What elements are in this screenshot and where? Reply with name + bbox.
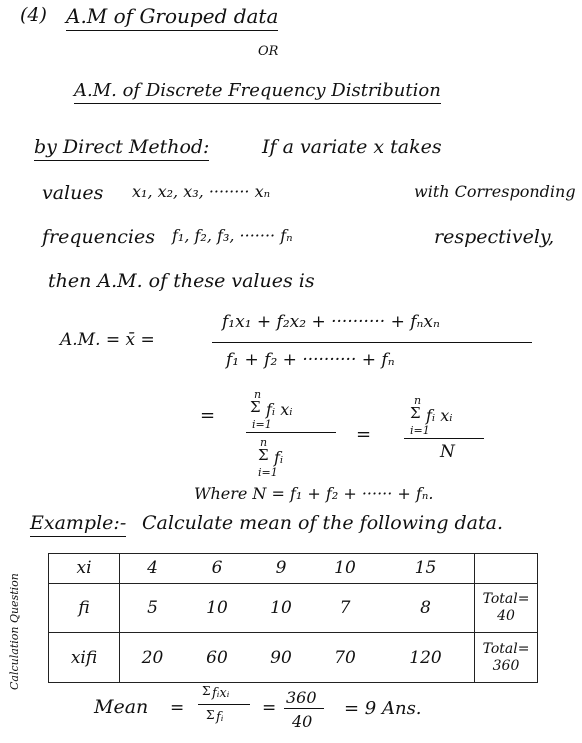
sum-upper-limit: n (254, 388, 262, 401)
table-cell: 5 (120, 583, 185, 633)
formula-lhs: A.M. = x̄ = (60, 330, 155, 350)
direct-method-label: by Direct Method: (34, 136, 209, 161)
equals-sign: = (262, 698, 277, 718)
row-header: fi (49, 583, 120, 633)
sum-numerator: fᵢ xᵢ (266, 400, 293, 419)
sum-upper-limit: n (260, 436, 268, 449)
equals-sign: = (356, 424, 372, 445)
sigma-icon: Σ (258, 446, 269, 464)
sum-lower-limit: i=1 (258, 466, 278, 479)
table-cell: 70 (313, 633, 377, 683)
sum-lower-limit: i=1 (252, 418, 272, 431)
formula-numerator: f₁x₁ + f₂x₂ + ·········· + fₙxₙ (222, 312, 440, 332)
frequency-table (48, 553, 538, 683)
equals-sign: = (200, 405, 216, 426)
row-header: xi (49, 554, 120, 584)
total-cell: Total= 360 (475, 633, 538, 683)
table-cell: 20 (120, 633, 185, 683)
table-cell: 15 (377, 554, 475, 584)
mean-result: = 9 Ans. (344, 698, 422, 719)
n-denominator: N (440, 442, 455, 462)
table-row (49, 633, 538, 683)
table-cell: 10 (313, 554, 377, 584)
mean-denominator: fᵢ (216, 710, 224, 725)
table-cell: 4 (120, 554, 185, 584)
intro-line-1: If a variate x takes (262, 136, 442, 158)
fraction-bar (246, 432, 336, 433)
table-cell: 7 (313, 583, 377, 633)
mean-numerator: fᵢxᵢ (212, 686, 230, 701)
corresponding-word: with Corresponding (414, 182, 576, 201)
example-text: Calculate mean of the following data. (142, 512, 504, 534)
table-row (49, 583, 538, 633)
frequencies-word: frequencies (42, 226, 155, 248)
section-subtitle: A.M. of Discrete Frequency Distribution (74, 80, 441, 104)
sum-upper-limit: n (414, 394, 422, 407)
mean-numerator-value: 360 (286, 688, 317, 707)
sum-numerator-2: fᵢ xᵢ (426, 406, 453, 425)
or-label: OR (258, 44, 279, 59)
fraction-bar (198, 704, 250, 705)
equals-sign: = (170, 698, 185, 718)
where-clause: Where N = f₁ + f₂ + ······ + fₙ. (194, 484, 434, 503)
sigma-icon: Σ (206, 708, 215, 722)
table-cell: 9 (249, 554, 313, 584)
mean-denominator-value: 40 (292, 712, 313, 731)
section-title: A.M of Grouped data (66, 4, 278, 31)
table-cell: 10 (185, 583, 249, 633)
fraction-bar (284, 708, 324, 709)
mean-label: Mean (94, 696, 149, 718)
sum-denominator: fᵢ (274, 448, 284, 467)
sigma-icon: Σ (202, 684, 211, 698)
row-header: xifi (49, 633, 120, 683)
table-cell: 60 (185, 633, 249, 683)
formula-denominator: f₁ + f₂ + ·········· + fₙ (226, 350, 395, 370)
section-number: (4) (20, 4, 47, 26)
total-cell: Total= 40 (475, 583, 538, 633)
table-cell: 6 (185, 554, 249, 584)
fraction-bar (212, 342, 532, 343)
table-cell: 90 (249, 633, 313, 683)
table-cell: 8 (377, 583, 475, 633)
fraction-bar (404, 438, 484, 439)
example-label: Example:- (30, 512, 126, 537)
sigma-icon: Σ (250, 398, 261, 416)
table-cell: 10 (249, 583, 313, 633)
x-values: x₁, x₂, x₃, ········ xₙ (132, 182, 271, 201)
total-cell (475, 554, 538, 584)
table-cell: 120 (377, 633, 475, 683)
sum-lower-limit: i=1 (410, 424, 430, 437)
table-row (49, 554, 538, 584)
values-word: values (42, 182, 104, 204)
intro-line-4: then A.M. of these values is (48, 270, 315, 292)
side-label: Calculation Question (8, 573, 21, 690)
respectively-word: respectively, (434, 226, 555, 248)
f-values: f₁, f₂, f₃, ······· fₙ (172, 226, 293, 245)
sigma-icon: Σ (410, 404, 421, 422)
